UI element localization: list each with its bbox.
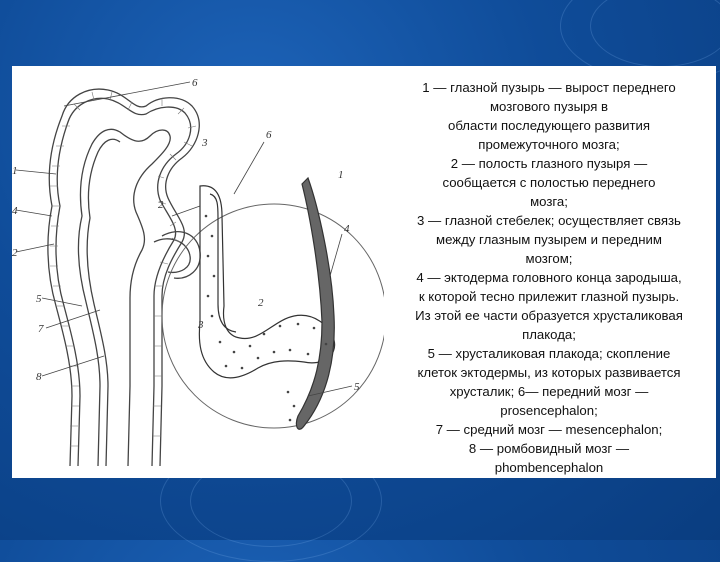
figure-label: 4 <box>344 223 350 235</box>
figure-label: 3 <box>198 319 204 331</box>
figure-label: 2 <box>12 247 18 259</box>
figure-label: 5 <box>36 293 42 305</box>
neural-tube-cavity-wall-inner <box>87 139 120 466</box>
caption-line: 5 — хрусталиковая плакода; скопление <box>427 346 671 361</box>
figure-label: 7 <box>38 323 44 335</box>
figure-label: 5 <box>354 381 360 393</box>
figure-label: 4 <box>12 205 18 217</box>
caption-line: 4 — эктодерма головного конца зародыша, <box>416 270 682 285</box>
eye-vesicle-diagram <box>12 66 384 478</box>
caption-line: 8 — ромбовидный мозг — <box>468 441 630 456</box>
caption-line: Из этой ее части образуется хрусталиковая <box>415 308 683 323</box>
caption-line: phombencephalon <box>494 460 604 475</box>
figure-label: 2 <box>158 199 164 211</box>
caption-line: мозгового пузыря в <box>489 99 609 114</box>
neural-tube-outer-wall <box>48 89 199 466</box>
caption-line: между глазным пузырем и передним <box>436 232 662 247</box>
caption-line: хрусталик; 6— передний мозг — <box>449 384 649 399</box>
inset-circle <box>162 204 384 428</box>
figure-label: 3 <box>202 137 208 149</box>
caption-line: 3 — глазной стебелек; осуществляет связь <box>417 213 681 228</box>
caption-line: 7 — средний мозг — mesencephalon; <box>435 422 663 437</box>
figure-label: 8 <box>36 371 42 383</box>
figure-label: 1 <box>338 169 344 181</box>
caption-line: промежуточного мозга; <box>478 137 620 152</box>
inset-leader-lines <box>234 142 352 396</box>
caption-line: 1 — глазной пузырь — вырост переднего <box>422 80 676 95</box>
figure-label: 2 <box>258 297 264 309</box>
caption-line: 2 — полость глазного пузыря — <box>450 156 648 171</box>
figure-label: 6 <box>266 129 272 141</box>
caption-line: плакода; <box>522 327 576 342</box>
caption-line: мозга; <box>530 194 568 209</box>
leader-lines <box>16 82 200 376</box>
caption-line: сообщается с полостью переднего <box>442 175 656 190</box>
figure-caption <box>382 78 716 477</box>
caption-line: области последующего развития <box>447 118 651 133</box>
slide-content <box>12 66 716 478</box>
neural-tube-inner-wall <box>56 98 191 466</box>
caption-line: клеток эктодермы, из которых развивается <box>417 365 681 380</box>
inset-eye-vesicle <box>199 178 334 429</box>
figure-label: 6 <box>192 77 198 89</box>
figure-label: 1 <box>12 165 18 177</box>
caption-line: prosencephalon; <box>500 403 598 418</box>
caption-line: к которой тесно прилежит глазной пузырь. <box>418 289 680 304</box>
caption-line: мозгом; <box>525 251 573 266</box>
